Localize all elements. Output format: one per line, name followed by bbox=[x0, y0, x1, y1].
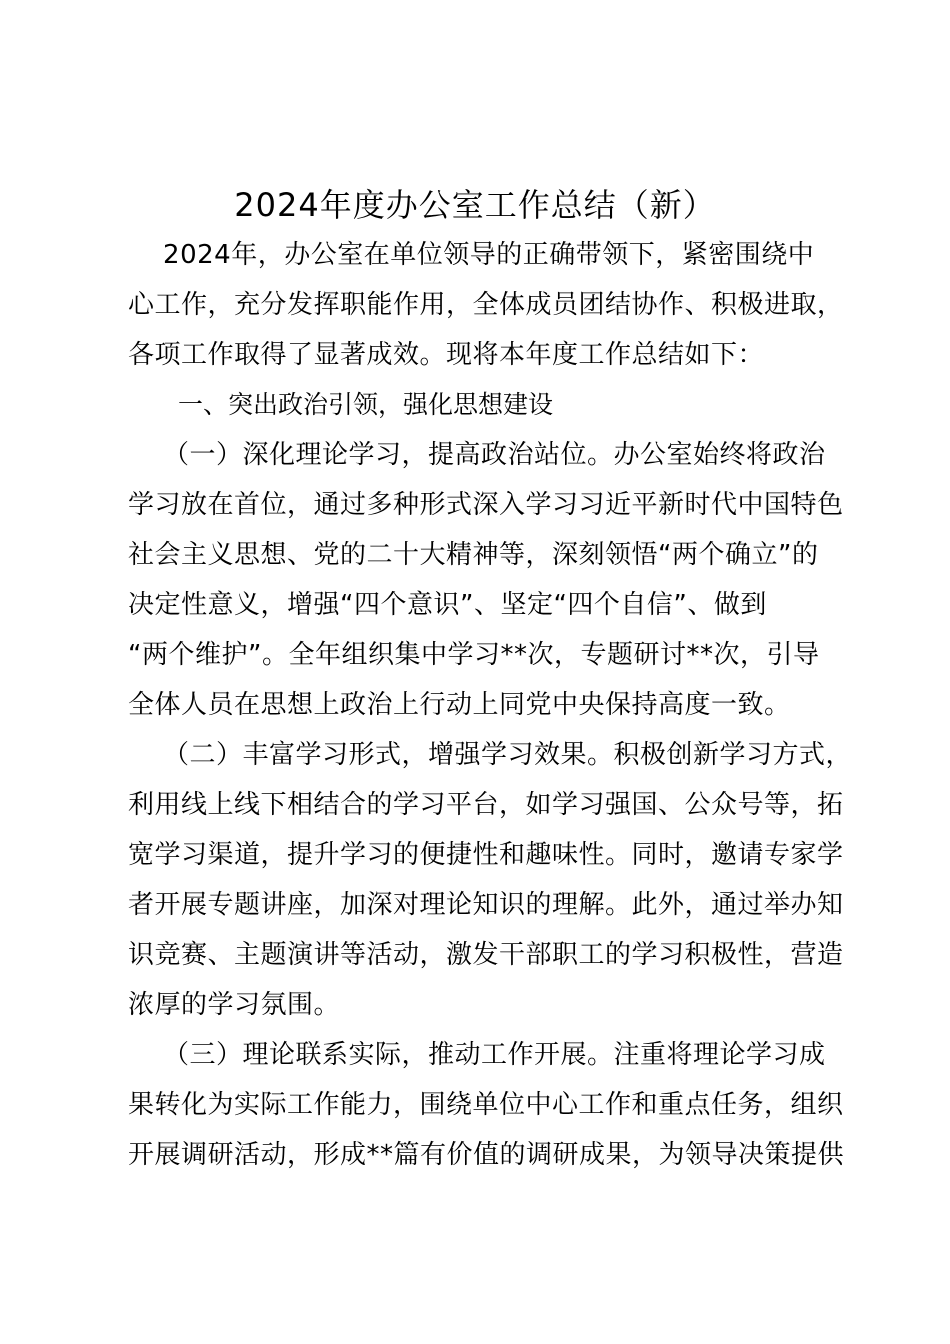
paragraph-line: 浓厚的学习氛围。 bbox=[128, 990, 341, 1020]
paragraph-line: 识竞赛、主题演讲等活动，激发干部职工的学习积极性，营造 bbox=[128, 940, 844, 970]
paragraph-line: （一）深化理论学习，提高政治站位。办公室始终将政治 bbox=[128, 440, 826, 470]
paragraph-line: “两个维护”。全年组织集中学习**次，专题研讨**次，引导 bbox=[128, 640, 820, 670]
paragraph-line: 社会主义思想、党的二十大精神等，深刻领悟“两个确立”的 bbox=[128, 540, 819, 570]
paragraph-line: 学习放在首位，通过多种形式深入学习习近平新时代中国特色 bbox=[128, 490, 844, 520]
paragraph-line: 果转化为实际工作能力，围绕单位中心工作和重点任务，组织 bbox=[128, 1090, 844, 1120]
paragraph-line: 宽学习渠道，提升学习的便捷性和趣味性。同时，邀请专家学 bbox=[128, 840, 844, 870]
paragraph-line: 决定性意义，增强“四个意识”、坚定“四个自信”、做到 bbox=[128, 590, 767, 620]
paragraph-line: 者开展专题讲座，加深对理论知识的理解。此外，通过举办知 bbox=[128, 890, 844, 920]
paragraph-line: 开展调研活动，形成**篇有价值的调研成果，为领导决策提供 bbox=[128, 1140, 845, 1170]
paragraph-line: 2024年，办公室在单位领导的正确带领下，紧密围绕中 bbox=[128, 240, 815, 270]
paragraph-line: 全体人员在思想上政治上行动上同党中央保持高度一致。 bbox=[128, 690, 791, 720]
paragraph-line: 心工作，充分发挥职能作用，全体成员团结协作、积极进取， bbox=[128, 290, 844, 320]
paragraph-line: （二）丰富学习形式，增强学习效果。积极创新学习方式， bbox=[128, 740, 853, 770]
section-heading: 一、突出政治引领，强化思想建设 bbox=[178, 390, 554, 419]
paragraph-line: 各项工作取得了显著成效。现将本年度工作总结如下： bbox=[128, 340, 765, 370]
paragraph-line: 利用线上线下相结合的学习平台，如学习强国、公众号等，拓 bbox=[128, 790, 844, 820]
paragraph-line: （三）理论联系实际，推动工作开展。注重将理论学习成 bbox=[128, 1040, 826, 1070]
document-title: 2024年度办公室工作总结（新） bbox=[234, 186, 716, 224]
